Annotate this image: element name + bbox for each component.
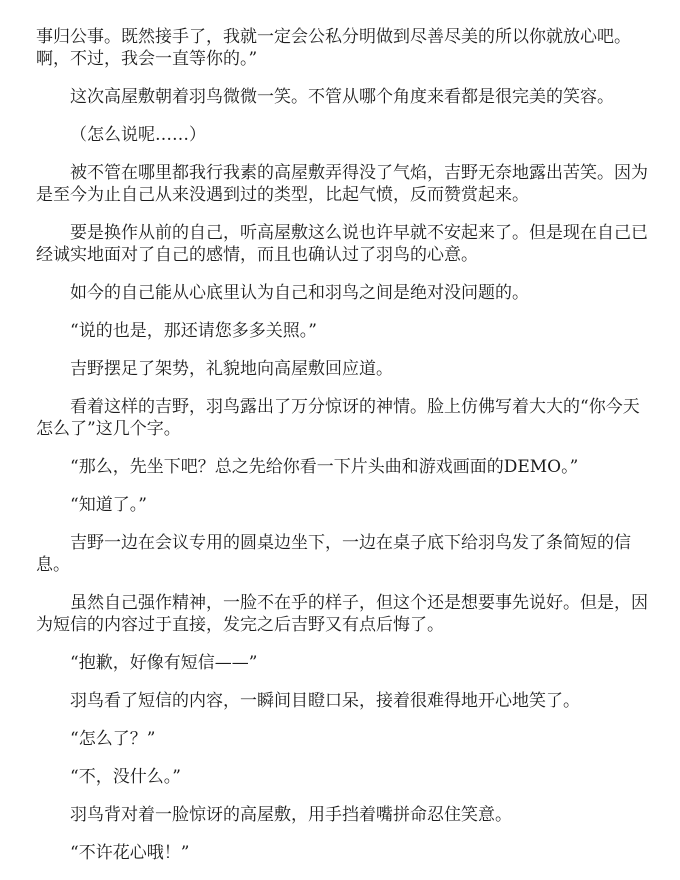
paragraph: 看着这样的吉野，羽鸟露出了万分惊讶的神情。脸上仿佛写着大大的“你今天怎么了”这几个字。 (36, 397, 640, 439)
paragraph-dialogue: “不许花心哦！” (70, 843, 190, 863)
paragraph-dialogue: “不，没什么。” (70, 767, 181, 787)
paragraph: 如今的自己能从心底里认为自己和羽鸟之间是绝对没问题的。 (70, 283, 529, 303)
paragraph: 要是换作从前的自己，听高屋敷这么说也许早就不安起来了。但是现在自己已经诚实地面对了自己的感情，而且也确认过了羽鸟的心意。 (36, 223, 648, 265)
paragraph: 这次高屋敷朝着羽鸟微微一笑。不管从哪个角度来看都是很完美的笑容。 (70, 87, 614, 107)
paragraph: 虽然自己强作精神，一脸不在乎的样子，但这个还是想要事先说好。但是，因为短信的内容过于直接，发完之后吉野又有点后悔了。 (36, 593, 648, 635)
paragraph: 吉野摆足了架势，礼貌地向高屋敷回应道。 (70, 359, 393, 379)
paragraph: 羽鸟看了短信的内容，一瞬间目瞪口呆，接着很难得地开心地笑了。 (70, 691, 580, 711)
paragraph: 羽鸟背对着一脸惊讶的高屋敷，用手挡着嘴拼命忍住笑意。 (70, 805, 512, 825)
paragraph-dialogue: “知道了。” (70, 495, 147, 515)
paragraph: 被不管在哪里都我行我素的高屋敷弄得没了气焰，吉野无奈地露出苦笑。因为是至今为止自己从来没遇到过的类型，比起气愤，反而赞赏起来。 (36, 163, 648, 205)
paragraph-dialogue: “说的也是，那还请您多多关照。” (70, 321, 317, 341)
paragraph-thought: （怎么说呢……） (70, 125, 206, 145)
paragraph-dialogue: “那么，先坐下吧？总之先给你看一下片头曲和游戏画面的DEMO。” (70, 457, 579, 477)
paragraph-dialogue: “怎么了？” (70, 729, 156, 749)
paragraph: 吉野一边在会议专用的圆桌边坐下，一边在桌子底下给羽鸟发了条简短的信息。 (36, 533, 631, 575)
paragraph-dialogue: “抱歉，好像有短信——” (70, 653, 258, 673)
paragraph-continuation: 事归公事。既然接手了，我就一定会公私分明做到尽善尽美的所以你就放心吧。啊，不过，我会一直等你的。” (36, 27, 631, 69)
